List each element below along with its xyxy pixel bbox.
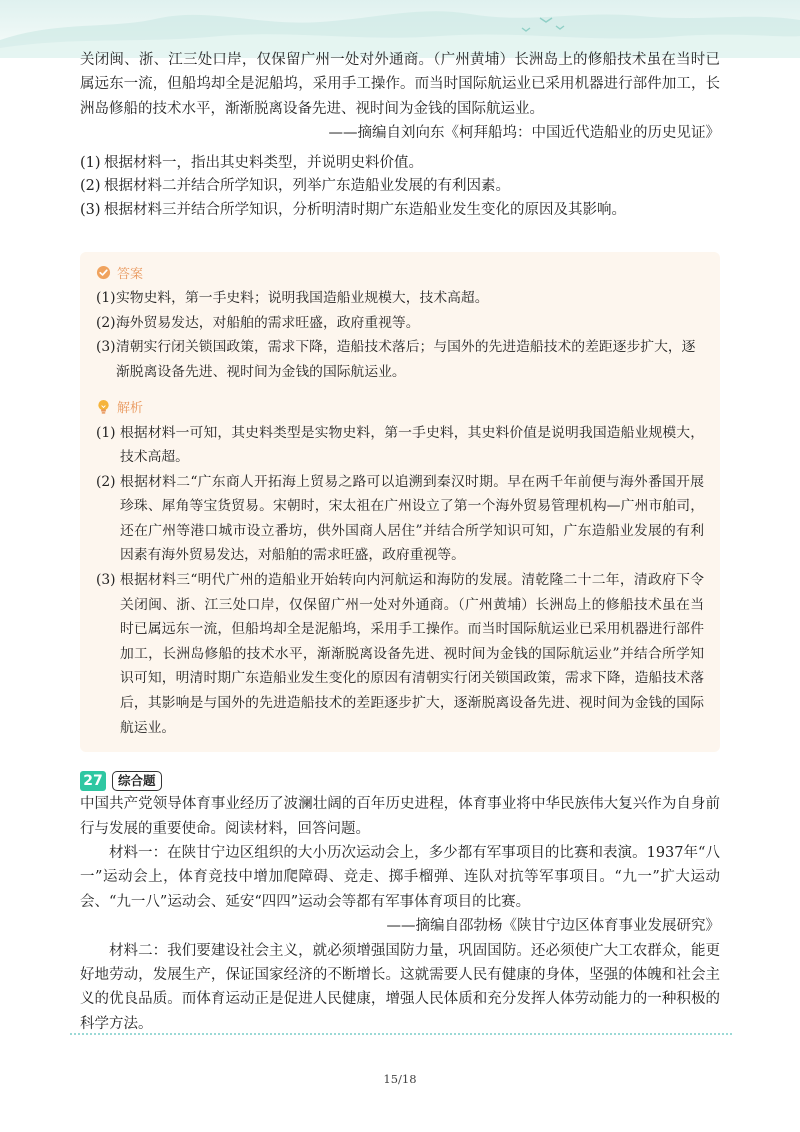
analysis-text: 根据材料三“明代广州的造船业开始转向内河航运和海防的发展。清乾隆二十二年，清政府下令关闭闽、浙、江三处口岸，仅保留广州一处对外通商。（广州黄埔）长洲岛上的修船技术虽在当时已属远东一流，但船坞却全是泥船坞，采用手工操作。而当时国际航运业已采用机器进行部件加工，长洲岛修船的技术水平，渐渐脱离设备先进、视时间为金钱的国际航运业”并结合所学知识可知，明清时期广东造船业发生变化的原因有清朝实行闭关锁国政策，需求下降，造船技术落后，其影响是与国外的先进造船技术的差距逐步扩大，逐渐脱离设备先进、视时间为金钱的国际航运业。: [120, 572, 704, 736]
question-list: [80, 152, 720, 223]
question-27-header: [80, 770, 720, 792]
check-badge-icon: [96, 265, 111, 280]
material3-source: ——摘编自刘向东《柯拜船坞：中国近代造船业的历史见证》: [328, 125, 720, 142]
analysis-number: (2): [96, 473, 116, 490]
answer-number: (2): [96, 314, 116, 331]
answer-text: 清朝实行闭关锁国政策，需求下降，造船技术落后；与国外的先进造船技术的差距逐步扩大，逐渐脱离设备先进、视时间为金钱的国际航运业。: [116, 339, 696, 380]
answer-heading: [96, 262, 704, 282]
question-text: 根据材料二并结合所学知识，列举广东造船业发展的有利因素。: [104, 178, 510, 195]
question-27-intro: 中国共产党领导体育事业经历了波澜壮阔的百年历史进程，体育事业将中华民族伟大复兴作为自身前行与发展的重要使命。阅读材料，回答问题。: [80, 796, 720, 837]
analysis-number: (1): [96, 424, 116, 441]
lightbulb-icon: [96, 399, 111, 415]
question-number-badge: 27: [80, 771, 106, 791]
question-number: (1): [80, 154, 101, 171]
answer-item: [96, 335, 704, 384]
analysis-label: 解析: [117, 401, 144, 416]
page-content: [80, 48, 720, 1036]
page-number: 15/18: [383, 1072, 417, 1086]
answer-text: 海外贸易发达，对船舶的需求旺盛，政府重视等。: [116, 314, 420, 331]
answer-item: [96, 311, 704, 336]
question-item: [80, 152, 720, 176]
answer-label: 答案: [117, 266, 144, 282]
footer-divider: [70, 1033, 732, 1035]
material3-tail: 关闭闽、浙、江三处口岸，仅保留广州一处对外通商。（广州黄埔）长洲岛上的修船技术虽在当时已属远东一流，但船坞却全是泥船坞，采用手工操作。而当时国际航运业已采用机器进行部件加工，长洲岛修船的技术水平，渐渐脱离设备先进、视时间为金钱的国际航运业。: [80, 52, 720, 117]
answer-number: (1): [96, 290, 116, 307]
answer-panel: [80, 252, 720, 752]
analysis-item: [96, 568, 704, 740]
analysis-text: 根据材料二“广东商人开拓海上贸易之路可以追溯到秦汉时期。早在两千年前便与海外番国开展珍珠、犀角等宝货贸易。宋朝时，宋太祖在广州设立了第一个海外贸易管理机构—广州市舶司，还在广州等港口城市设立番坊，供外国商人居住”并结合所学知识可知，广东造船业发展的有利因素有海外贸易发达，对船舶的需求旺盛，政府重视等。: [120, 473, 704, 564]
analysis-item: [96, 470, 704, 568]
analysis-number: (3): [96, 572, 116, 589]
question-27-material1: 材料一：在陕甘宁边区组织的大小历次运动会上，多少都有军事项目的比赛和表演。1937年“八一”运动会上，体育竞技中增加爬障碍、竞走、掷手榴弹、连队对抗等军事项目。“九一”扩大运动会、“九一八”运动会、延安“四四”运动会等都有军事体育项目的比赛。: [80, 845, 720, 910]
analysis-item: [96, 421, 704, 470]
question-text: 根据材料三并结合所学知识，分析明清时期广东造船业发生变化的原因及其影响。: [104, 201, 626, 218]
question-item: [80, 199, 720, 223]
question-type-tag: 综合题: [112, 771, 162, 791]
question-number: (3): [80, 201, 101, 218]
analysis-heading: [96, 397, 704, 417]
question-item: [80, 175, 720, 199]
analysis-text: 根据材料一可知，其史料类型是实物史料，第一手史料，其史料价值是说明我国造船业规模大，技术高超。: [120, 424, 704, 466]
answer-number: (3): [96, 339, 116, 356]
answer-text: 实物史料，第一手史料；说明我国造船业规模大，技术高超。: [116, 290, 489, 307]
question-27-material2: 材料二：我们要建设社会主义，就必须增强国防力量，巩固国防。还必须使广大工农群众，能更好地劳动，发展生产，保证国家经济的不断增长。这就需要人民有健康的身体，坚强的体魄和社会主义的优良品质。而体育运动正是促进人民健康，增强人民体质和充分发挥人体劳动能力的一种积极的科学方法。: [80, 942, 720, 1032]
question-number: (2): [80, 178, 101, 195]
question-text: 根据材料一，指出其史料类型，并说明史料价值。: [104, 154, 423, 171]
question-27-material1-source: ——摘编自邵勃杨《陕甘宁边区体育事业发展研究》: [386, 918, 720, 935]
answer-item: [96, 286, 704, 311]
